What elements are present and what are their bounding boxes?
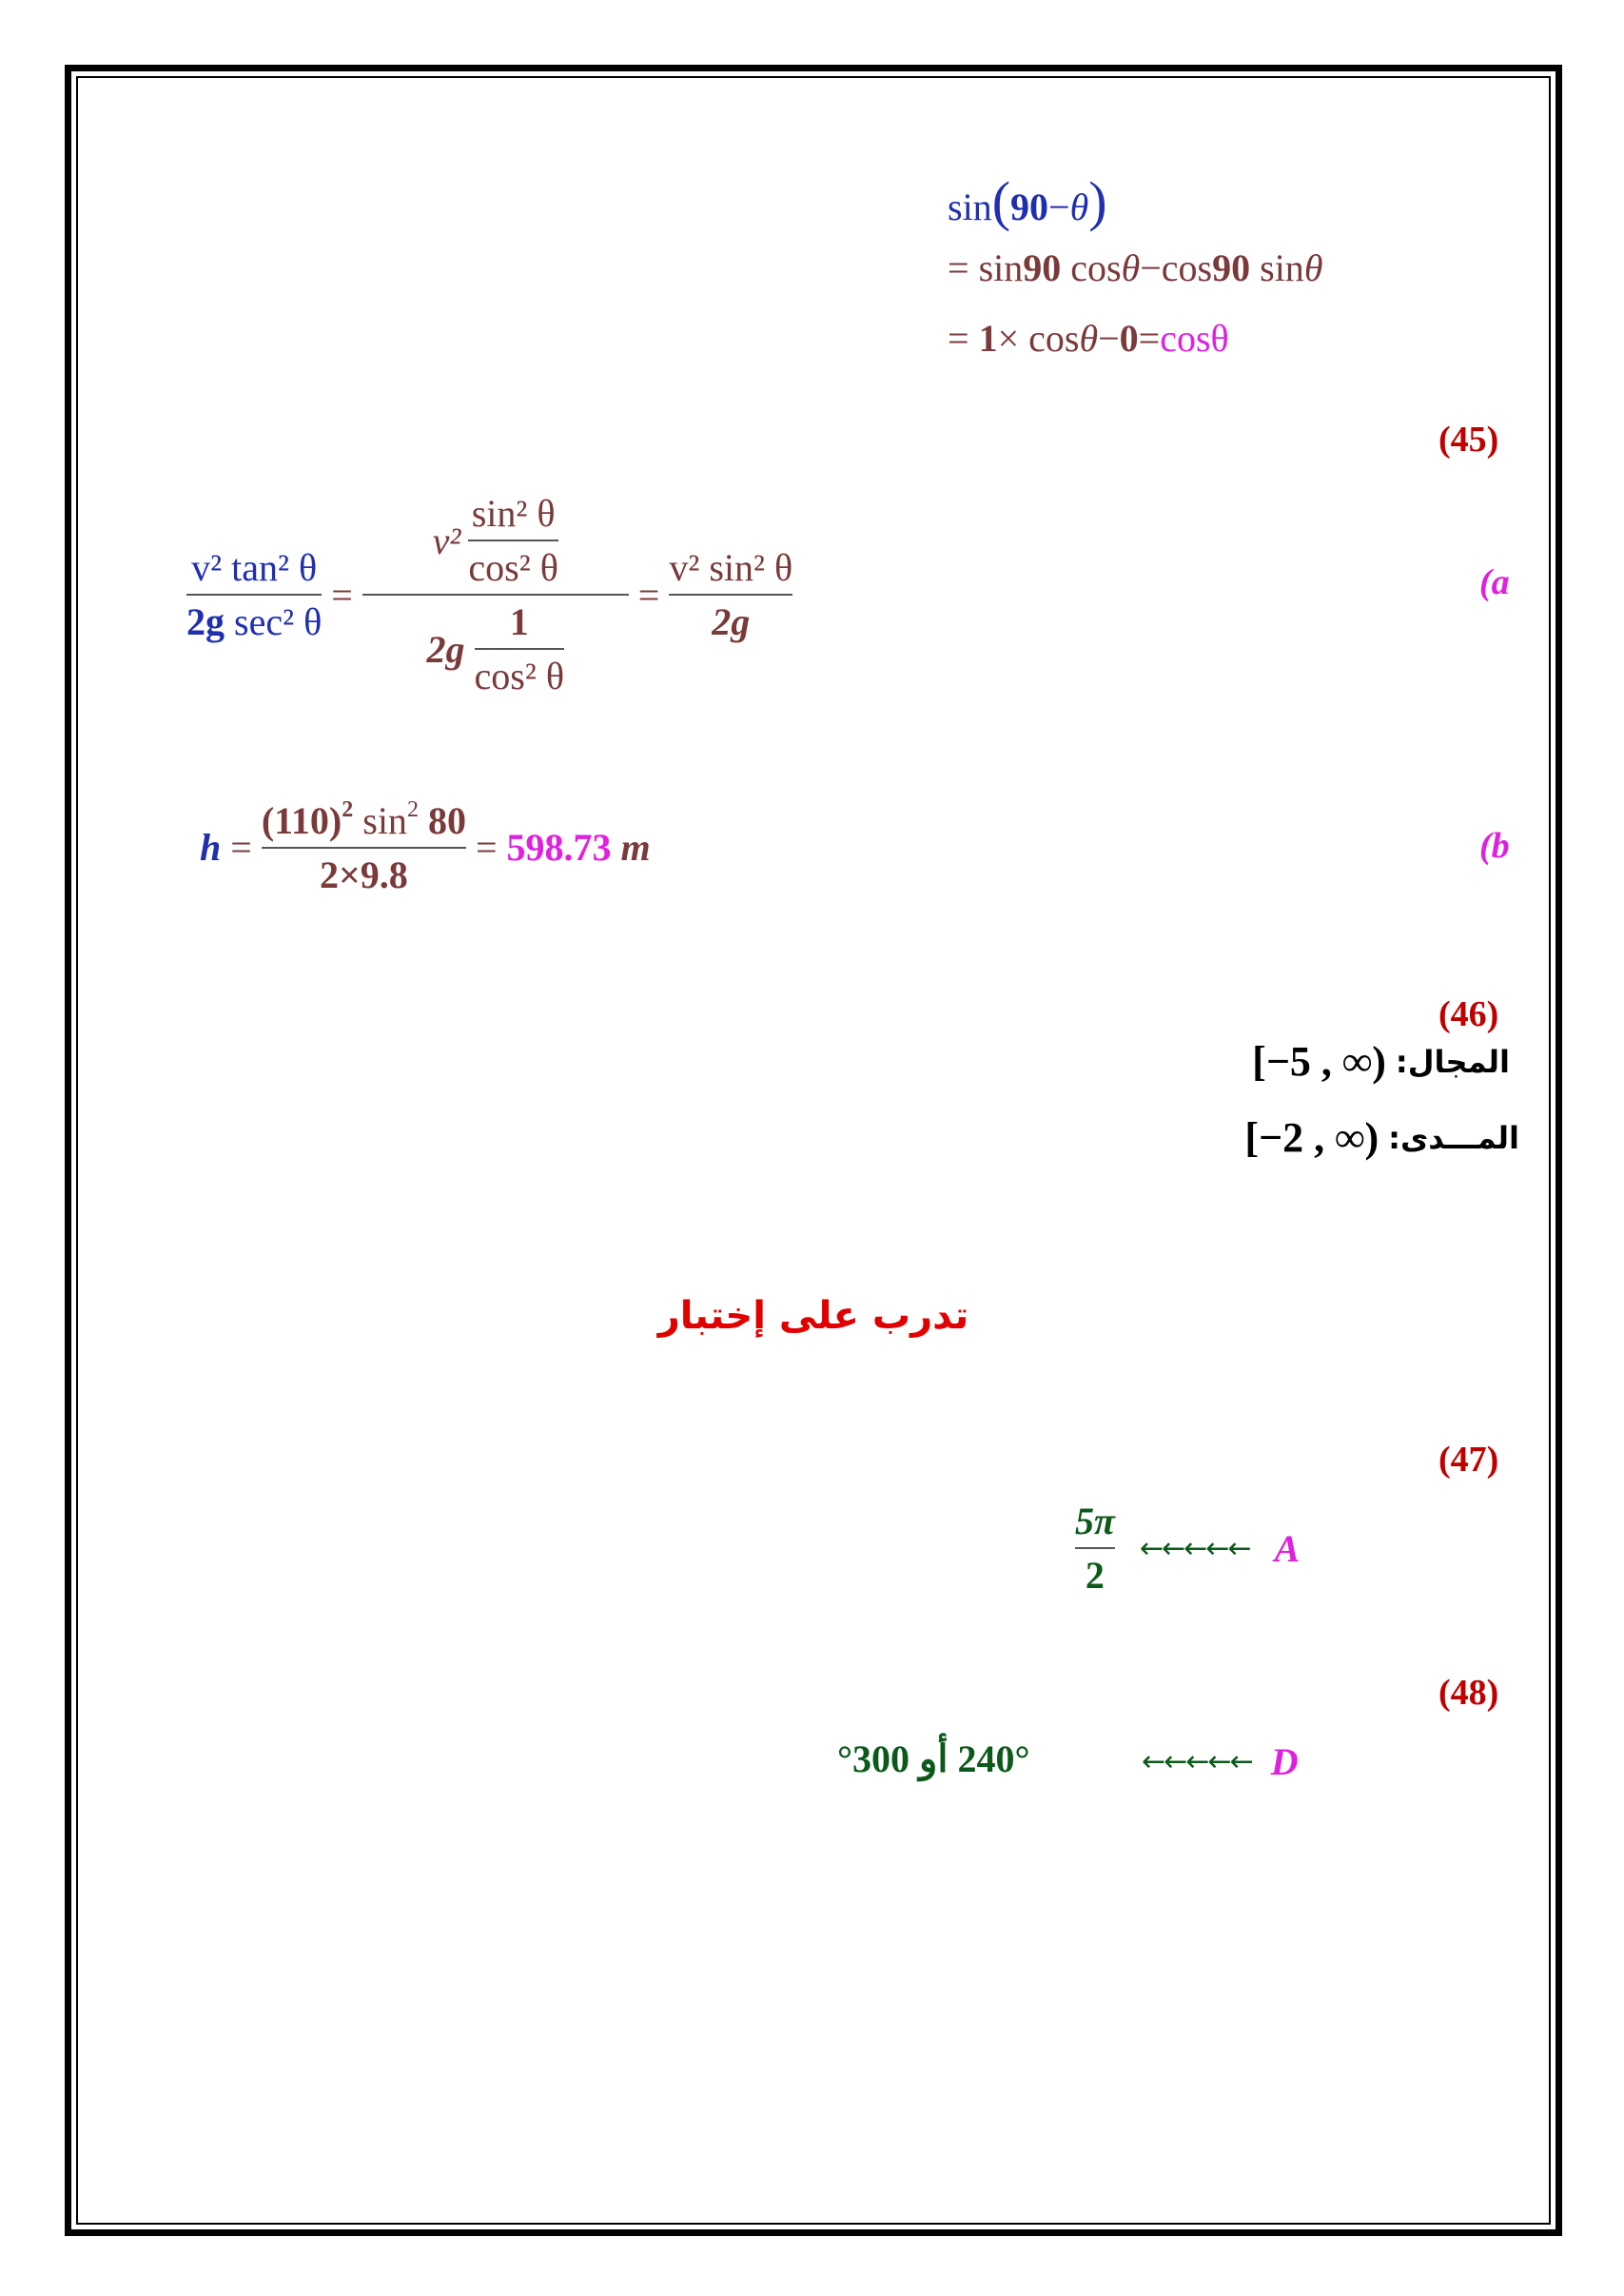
problem-number-46: (46) [1438, 994, 1499, 1034]
rhs-fraction [669, 545, 792, 644]
cos-fn: cos [1070, 246, 1122, 289]
cos-squared: cos² θ [474, 655, 565, 697]
sin-fn: sin [1260, 246, 1304, 289]
velocity-110: (110) [261, 798, 342, 842]
part-a-label: (a [1479, 562, 1510, 602]
mid-denominator [427, 599, 564, 698]
cos-fn: cos [1161, 246, 1213, 289]
theta: θ [1069, 186, 1089, 228]
sec-squared: sec² θ [234, 600, 323, 643]
equals: = [331, 573, 353, 617]
identity-line-1 [948, 169, 1107, 233]
equals: = [948, 246, 969, 289]
range-value: [−2 , ∞) [1244, 1114, 1379, 1161]
cos-squared: cos² θ [468, 546, 558, 589]
close-paren: ) [1088, 170, 1107, 232]
height-denominator: 2×9.8 [319, 853, 408, 896]
height-numerator [262, 797, 466, 843]
answer-48-value: 240° أو 300° [837, 1737, 1030, 1780]
zero: 0 [1119, 317, 1139, 360]
mid-fraction [362, 491, 629, 698]
domain-line [1252, 1037, 1510, 1086]
cos-fn: cos [1028, 317, 1080, 360]
answer-fraction [1075, 1499, 1115, 1598]
lhs-numerator: v² tan² θ [191, 546, 318, 589]
exponent: 2 [342, 796, 354, 822]
inner-fraction [468, 491, 558, 590]
mid-numerator [433, 491, 558, 590]
h-variable: h [200, 825, 222, 869]
equation-45b [200, 780, 651, 913]
equals: = [637, 573, 660, 617]
equals: = [230, 825, 252, 869]
angle-90: 90 [1010, 186, 1049, 228]
exponent: 2 [406, 796, 419, 822]
two: 2 [1085, 1554, 1105, 1597]
domain-label: المجال: [1395, 1043, 1510, 1080]
one-over-cos-fraction [475, 599, 564, 698]
one: 1 [509, 600, 529, 643]
problem-number-45: (45) [1438, 420, 1499, 460]
minus-sign: − [1140, 246, 1162, 289]
lhs-denominator [186, 599, 322, 644]
option-letter: A [1274, 1526, 1301, 1570]
result-cos-theta: cosθ [1160, 317, 1229, 360]
range-label: المـــدى: [1388, 1119, 1519, 1156]
problem-number-47: (47) [1438, 1440, 1499, 1480]
angle-90: 90 [1023, 246, 1062, 289]
equation-45a [186, 481, 792, 709]
equals: = [1138, 317, 1161, 360]
rhs-denominator: 2g [712, 600, 751, 643]
identity-line-3 [948, 316, 1229, 361]
angle-80: 80 [427, 798, 466, 842]
arrow-left-icon: ←←←←← [1142, 1745, 1252, 1778]
unit-meters: m [620, 825, 651, 869]
sin-squared: sin² θ [471, 492, 556, 535]
section-title: تدرب على إختبار [657, 1294, 969, 1338]
height-result: 598.73 [506, 825, 612, 869]
angle-90: 90 [1212, 246, 1251, 289]
two-g: 2g [186, 600, 225, 643]
theta: θ [1079, 317, 1099, 360]
open-paren: ( [991, 170, 1011, 232]
one: 1 [978, 317, 998, 360]
problem-number-48: (48) [1438, 1673, 1499, 1713]
theta: θ [1121, 246, 1141, 289]
arrow-left-icon: ←←←←← [1139, 1531, 1250, 1565]
theta: θ [1303, 246, 1323, 289]
two-g: 2g [426, 627, 465, 671]
sin-fn: sin [978, 246, 1024, 289]
domain-value: [−5 , ∞) [1252, 1038, 1386, 1085]
identity-line-2 [948, 245, 1322, 290]
minus-sign: − [1098, 317, 1120, 360]
sin-fn: sin [362, 798, 407, 842]
times-sign: × [997, 317, 1020, 360]
five-pi: 5π [1075, 1500, 1115, 1542]
answer-48-pointer [1142, 1739, 1299, 1784]
v-squared: v² [432, 519, 461, 562]
option-letter: D [1270, 1740, 1299, 1783]
lhs-fraction [186, 545, 322, 644]
range-line [1244, 1113, 1519, 1162]
equals: = [948, 317, 969, 360]
equals: = [475, 825, 498, 869]
rhs-numerator: v² sin² θ [669, 546, 793, 589]
part-b-label: (b [1479, 826, 1510, 866]
answer-47 [1075, 1499, 1300, 1598]
minus-sign: − [1048, 186, 1070, 228]
sin-fn: sin [948, 186, 992, 228]
height-fraction [262, 797, 466, 897]
